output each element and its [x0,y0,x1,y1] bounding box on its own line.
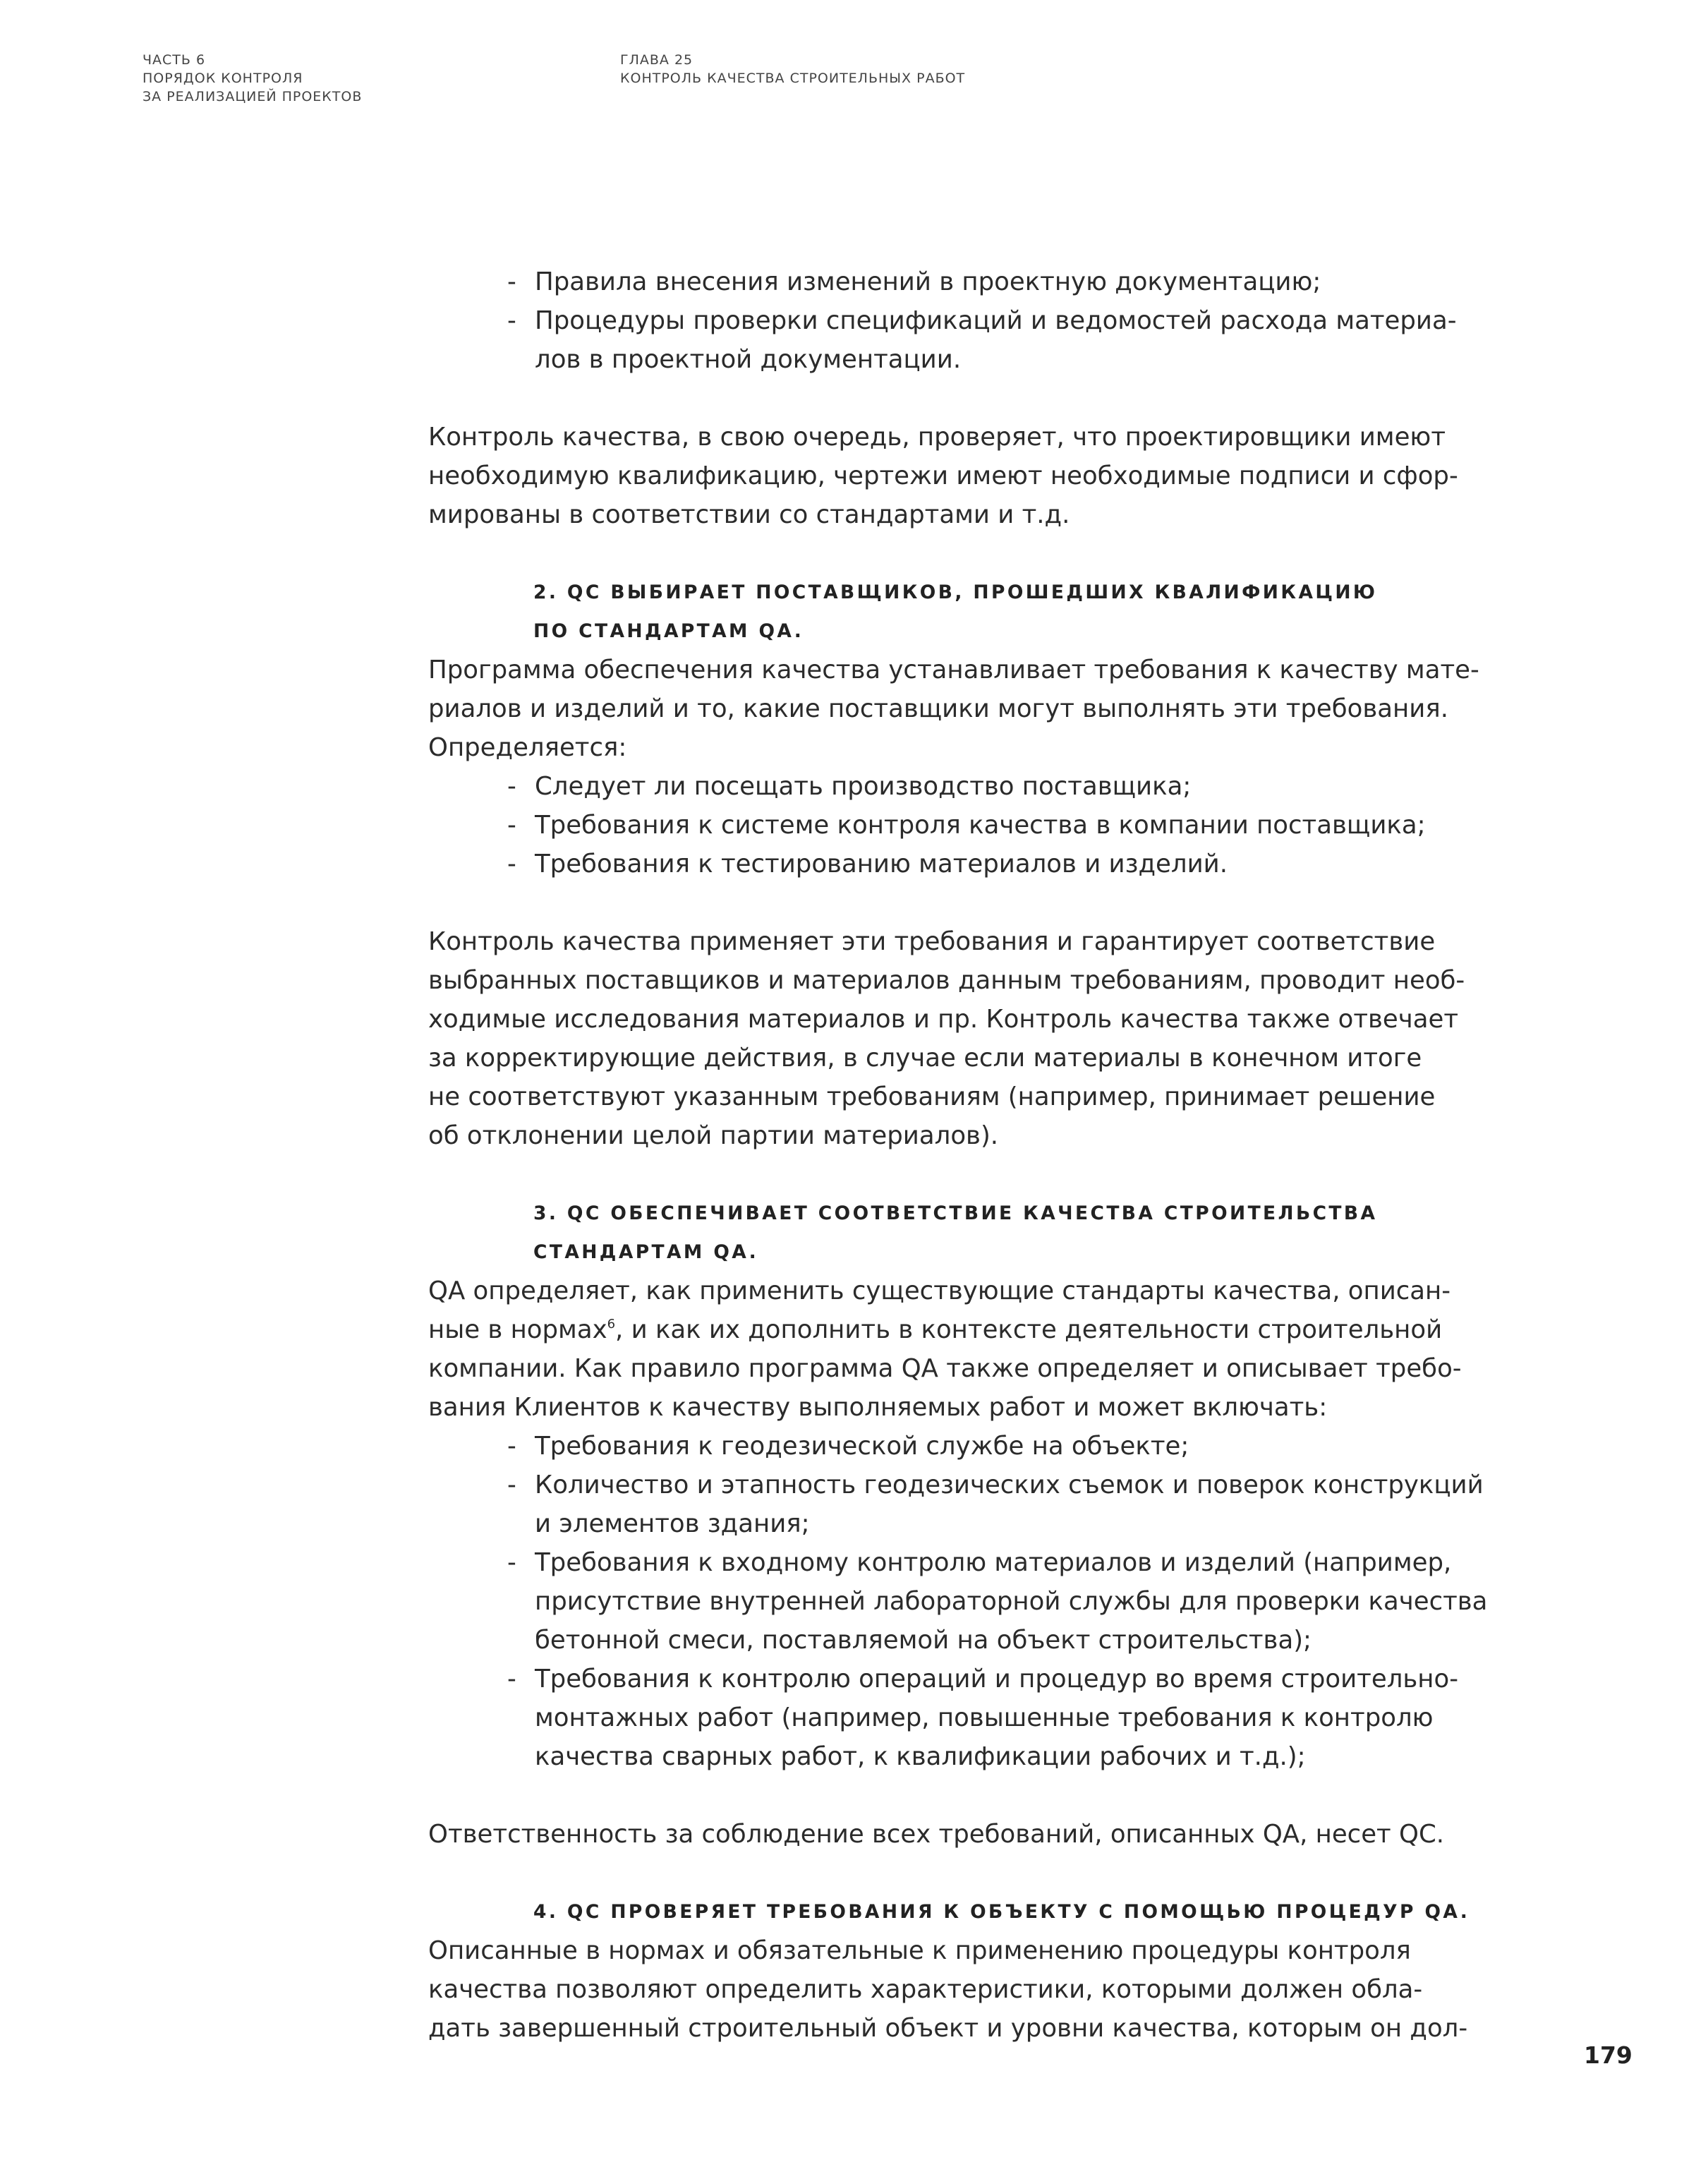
list-item: - Правила внесения изменений в проектную документацию; [428,262,1585,301]
chapter-number: ГЛАВА 25 [620,52,694,68]
list-item: - Процедуры проверки спецификаций и ведомостей расхода материа- лов в проектной документации. [428,301,1585,379]
part-number: ЧАСТЬ 6 [143,52,206,68]
running-header-part [143,51,362,106]
part-title-line-1: ПОРЯДОК КОНТРОЛЯ [143,71,303,86]
list-item: - Следует ли посещать производство поставщика; [428,767,1585,806]
paragraph: Программа обеспечения качества устанавливает требования к качеству мате- риалов и изделий и то, какие поставщики могут выполнять эти требования. Определяется: [428,656,1479,762]
list-item: - Требования к входному контролю материалов и изделий (например, присутствие внутренней лабораторной службы для проверки качества бетонной смеси, поставляемой на объект строительства); [428,1543,1585,1660]
chapter-title: КОНТРОЛЬ КАЧЕСТВА СТРОИТЕЛЬНЫХ РАБОТ [620,71,966,86]
intro-list [428,262,1585,379]
main-text [428,262,1585,2048]
section-3-list [428,1427,1585,1776]
paragraph: Контроль качества применяет эти требования и гарантирует соответствие выбранных поставщиков и материалов данным требованиям, проводит необ- ходимые исследования материалов и пр. Контроль качества также отвечает за корректирующие действия, в случае если материалы в конечном итоге не соответствуют указанным требованиям (например, принимает решение об отклонении целой партии материалов). [428,927,1465,1150]
text-fragment: , и как их дополнить в контексте деятельности строительной [615,1315,1443,1344]
running-header-chapter [620,51,965,87]
list-item: - Требования к контролю операций и процедур во время строительно- монтажных работ (например, повышенные требования к контролю качества сварных работ, к квалификации рабочих и т.д.); [428,1660,1585,1776]
text-fragment: компании. Как правило программа QA также определяет и описывает требо- вания Клиентов к качеству выполняемых работ и может включать: [428,1354,1462,1422]
text-fragment: ные в нормах [428,1315,607,1344]
footnote-ref[interactable]: 6 [607,1317,616,1332]
paragraph [428,1272,1585,1427]
paragraph: Ответственность за соблюдение всех требований, описанных QA, несет QC. [428,1820,1445,1849]
list-item: - Требования к геодезической службе на объекте; [428,1427,1585,1466]
section-2-list [428,767,1585,883]
list-item: - Требования к тестированию материалов и изделий. [428,845,1585,883]
list-item: - Количество и этапность геодезических съемок и поверок конструкций и элементов здания; [428,1466,1585,1543]
page-number: 179 [1584,2041,1633,2069]
text-line: QA определяет, как применить существующие стандарты качества, описан- [428,1276,1451,1305]
part-title-line-2: ЗА РЕАЛИЗАЦИЕЙ ПРОЕКТОВ [143,89,363,104]
list-item: - Требования к системе контроля качества в компании поставщика; [428,806,1585,845]
section-2-heading: 2. QC ВЫБИРАЕТ ПОСТАВЩИКОВ, ПРОШЕДШИХ КВАЛИФИКАЦИЮ ПО СТАНДАРТАМ QA. [533,581,1378,642]
paragraph: Описанные в нормах и обязательные к применению процедуры контроля качества позволяют определить характеристики, которыми должен обла- дать завершенный строительный объект и уровни качества, которым он дол- [428,1936,1468,2043]
paragraph: Контроль качества, в свою очередь, проверяет, что проектировщики имеют необходимую квалификацию, чертежи имеют необходимые подписи и сфор- мированы в соответствии со стандартами и т.д. [428,423,1458,529]
section-4-heading: 4. QC ПРОВЕРЯЕТ ТРЕБОВАНИЯ К ОБЪЕКТУ С ПОМОЩЬЮ ПРОЦЕДУР QA. [533,1901,1470,1923]
section-3-heading: 3. QC ОБЕСПЕЧИВАЕТ СООТВЕТСТВИЕ КАЧЕСТВА СТРОИТЕЛЬСТВА СТАНДАРТАМ QA. [533,1202,1378,1263]
